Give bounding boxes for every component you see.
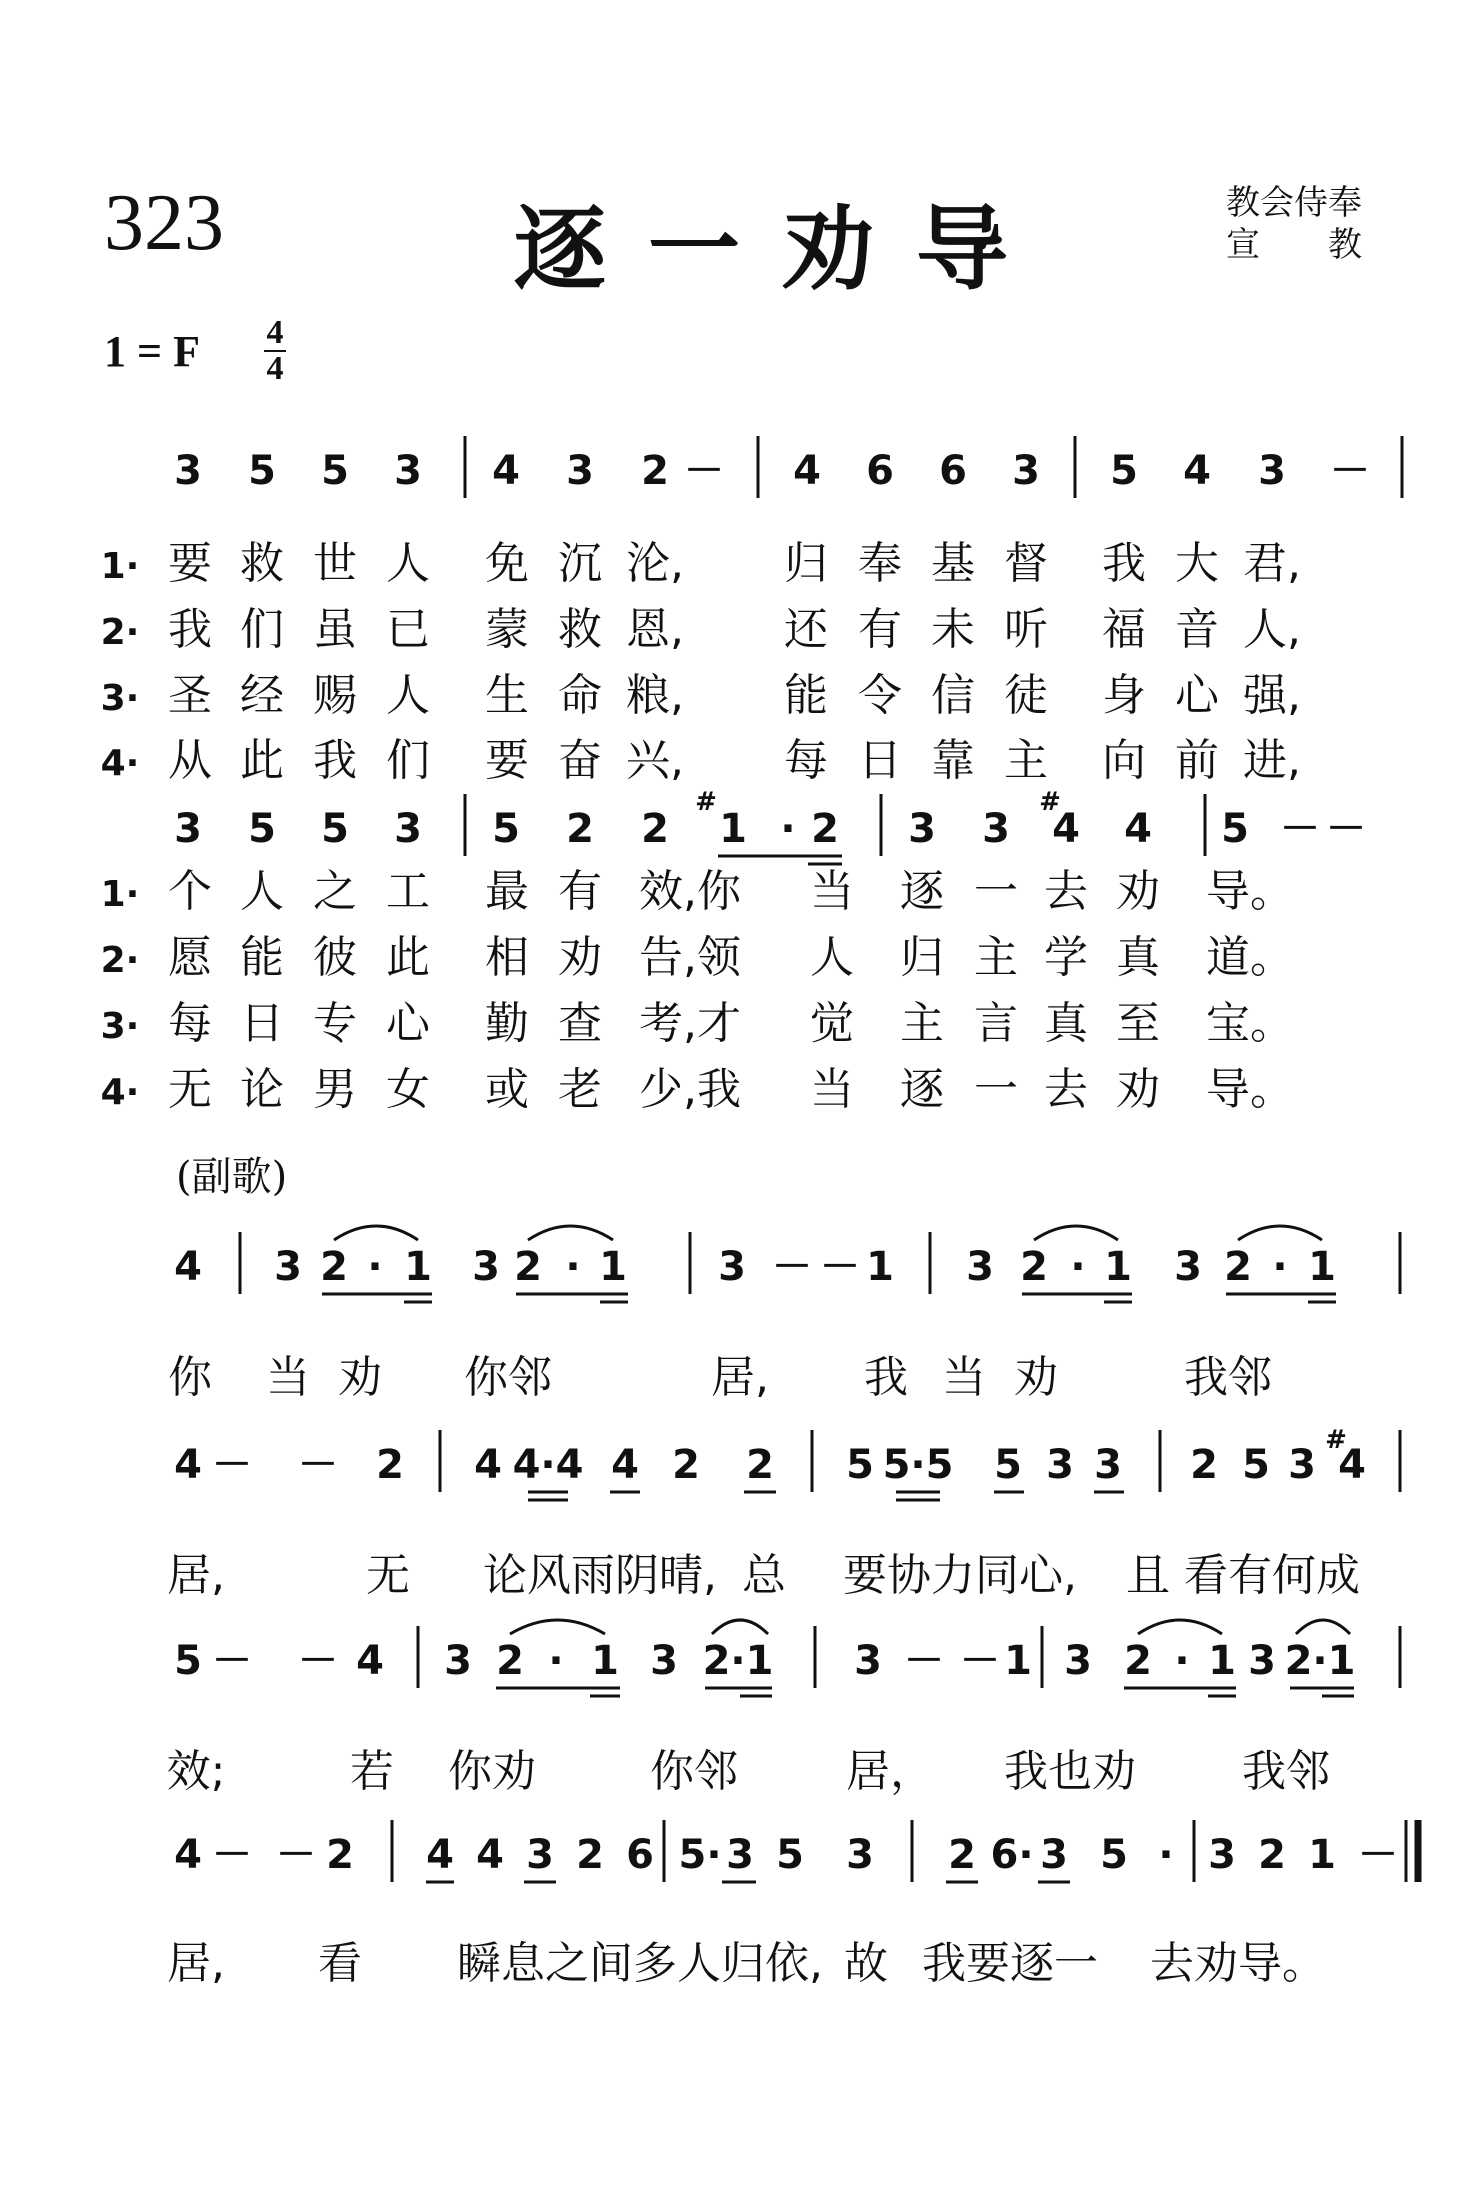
refrain3-note: · — [548, 1638, 564, 1684]
verse-number: 2· — [100, 612, 140, 653]
refrain4-note: 4 — [476, 1832, 504, 1878]
refrain2-note: 2 — [672, 1442, 700, 1488]
refrain-lyric: 瞬息之间多人归依, — [457, 1938, 823, 1989]
refrain4-note: 6 — [626, 1832, 654, 1878]
lyric-syllable: 兴, — [626, 735, 684, 786]
lyric-syllable: 前 — [1175, 735, 1219, 786]
refrain2-note: － — [298, 1442, 338, 1488]
refrain2-note: 4 — [474, 1442, 502, 1488]
refrain4-note: 4 — [174, 1832, 202, 1878]
lyric-syllable: 人 — [386, 538, 430, 589]
lyric-syllable: 劝 — [1116, 866, 1160, 917]
refrain-lyric: 居, — [167, 1550, 225, 1601]
lyric-syllable: 蒙 — [485, 604, 529, 655]
refrain3-note: 1 — [1208, 1638, 1236, 1684]
lyric-syllable: 一 — [974, 866, 1018, 917]
category-line-1: 教会侍奉 — [1226, 183, 1362, 223]
line1-note: 6 — [866, 448, 894, 494]
line1-note: 3 — [1258, 448, 1286, 494]
refrain3-note: － — [904, 1638, 944, 1684]
line2-note: 5 — [1221, 806, 1249, 852]
refrain3-note: 3 — [650, 1638, 678, 1684]
lyric-syllable: 男 — [313, 1064, 357, 1115]
refrain4-note: · — [1158, 1832, 1174, 1878]
refrain-lyric: 劝 — [1014, 1352, 1058, 1403]
sharp-sign: # — [1325, 1425, 1347, 1455]
lyric-syllable: 圣 — [168, 670, 212, 721]
lyric-syllable: 未 — [931, 604, 975, 655]
refrain-lyric: 故 — [844, 1938, 888, 1989]
refrain2-note: 5·5 — [882, 1442, 954, 1488]
verse-number: 3· — [100, 678, 140, 719]
refrain3-note: － — [298, 1638, 338, 1684]
line2-note: 2 — [641, 806, 669, 852]
refrain1-note: · — [367, 1244, 383, 1290]
refrain2-note: 4·4 — [512, 1442, 584, 1488]
lyric-syllable: 还 — [784, 604, 828, 655]
lyric-syllable: 论 — [240, 1064, 284, 1115]
refrain2-note: － — [212, 1442, 252, 1488]
lyric-syllable: 主 — [900, 998, 944, 1049]
refrain3-note: 4 — [356, 1638, 384, 1684]
verse-number: 1· — [100, 546, 140, 587]
lyric-syllable: 日 — [240, 998, 284, 1049]
refrain2-note: 3 — [1094, 1442, 1122, 1488]
refrain-lyric: 看有何成 — [1184, 1550, 1360, 1601]
refrain4-note: 5 — [1100, 1832, 1128, 1878]
lyric-syllable: 命 — [558, 670, 602, 721]
tie-slur — [712, 1620, 768, 1634]
refrain2-note: 2 — [376, 1442, 404, 1488]
line2-note: · — [780, 806, 796, 852]
lyric-syllable: 导。 — [1206, 866, 1294, 917]
refrain-lyric: 要协力同心, — [843, 1550, 1077, 1601]
lyric-syllable: 们 — [240, 604, 284, 655]
refrain4-note: － — [276, 1832, 316, 1878]
lyric-syllable: 效,你 — [639, 866, 741, 917]
refrain4-note: 5 — [776, 1832, 804, 1878]
lyric-syllable: 告,领 — [639, 932, 741, 983]
refrain3-note: 2·1 — [1284, 1638, 1356, 1684]
refrain1-note: 3 — [718, 1244, 746, 1290]
refrain-lyric: 你劝 — [448, 1746, 536, 1797]
lyric-syllable: 救 — [240, 538, 284, 589]
lyric-syllable: 当 — [810, 1064, 854, 1115]
lyric-syllable: 人, — [1243, 604, 1301, 655]
refrain1-note: 1 — [599, 1244, 627, 1290]
lyric-syllable: 归 — [900, 932, 944, 983]
line1-note: 5 — [248, 448, 276, 494]
refrain4-note: 6· — [990, 1832, 1034, 1878]
refrain2-note: 5 — [994, 1442, 1022, 1488]
refrain-lyric: 当 — [942, 1352, 986, 1403]
lyric-syllable: 相 — [485, 932, 529, 983]
refrain4-note: 3 — [526, 1832, 554, 1878]
lyric-syllable: 去 — [1044, 1064, 1088, 1115]
line1-note: 6 — [939, 448, 967, 494]
refrain1-note: 4 — [174, 1244, 202, 1290]
refrain4-note: 5· — [678, 1832, 722, 1878]
refrain3-note: 3 — [1064, 1638, 1092, 1684]
lyric-syllable: 能 — [240, 932, 284, 983]
category-line-2: 宣 教 — [1226, 225, 1362, 265]
refrain1-note: 3 — [1174, 1244, 1202, 1290]
lyric-syllable: 们 — [386, 735, 430, 786]
refrain-label: (副歌) — [176, 1154, 288, 1200]
refrain1-note: · — [1272, 1244, 1288, 1290]
lyric-syllable: 或 — [485, 1064, 529, 1115]
refrain3-note: 1 — [1004, 1638, 1032, 1684]
lyric-syllable: 奋 — [558, 735, 602, 786]
refrain2-note: 4 — [174, 1442, 202, 1488]
lyric-syllable: 导。 — [1206, 1064, 1294, 1115]
lyric-syllable: 赐 — [313, 670, 357, 721]
lyric-syllable: 有 — [558, 866, 602, 917]
refrain4-note: － — [1358, 1832, 1398, 1878]
lyric-syllable: 大 — [1175, 538, 1219, 589]
lyric-syllable: 真 — [1044, 998, 1088, 1049]
line2-note: 3 — [982, 806, 1010, 852]
refrain1-note: － — [772, 1244, 812, 1290]
refrain-lyric: 总 — [742, 1550, 786, 1601]
lyric-syllable: 勤 — [485, 998, 529, 1049]
lyric-syllable: 心 — [386, 998, 430, 1049]
lyric-syllable: 无 — [168, 1064, 212, 1115]
refrain2-note: 2 — [746, 1442, 774, 1488]
lyric-syllable: 劝 — [558, 932, 602, 983]
refrain-lyric: 我也劝 — [1004, 1746, 1136, 1797]
refrain-lyric: 无 — [366, 1550, 410, 1601]
refrain-lyric: 当 — [266, 1352, 310, 1403]
lyric-syllable: 言 — [974, 998, 1018, 1049]
line1-note: － — [1330, 448, 1370, 494]
verse-number: 4· — [100, 1072, 140, 1113]
lyric-syllable: 工 — [386, 866, 430, 917]
lyric-syllable: 基 — [931, 538, 975, 589]
lyric-syllable: 徒 — [1004, 670, 1048, 721]
line2-note: 2 — [566, 806, 594, 852]
refrain2-note: 4 — [1338, 1442, 1366, 1488]
lyric-syllable: 去 — [1044, 866, 1088, 917]
refrain4-note: 2 — [948, 1832, 976, 1878]
refrain3-note: － — [960, 1638, 1000, 1684]
line1-note: 4 — [492, 448, 520, 494]
line1-note: 3 — [394, 448, 422, 494]
lyric-syllable: 福 — [1102, 604, 1146, 655]
tie-slur — [334, 1226, 418, 1240]
verse-number: 4· — [100, 743, 140, 784]
refrain-lyric: 去劝导。 — [1150, 1938, 1326, 1989]
line2-note: 4 — [1124, 806, 1152, 852]
lyric-syllable: 宝。 — [1206, 998, 1294, 1049]
lyric-syllable: 能 — [784, 670, 828, 721]
refrain1-note: － — [820, 1244, 860, 1290]
refrain1-note: 1 — [1308, 1244, 1336, 1290]
lyric-syllable: 老 — [558, 1064, 602, 1115]
refrain2-note: 3 — [1046, 1442, 1074, 1488]
lyric-syllable: 觉 — [810, 998, 854, 1049]
lyric-syllable: 劝 — [1116, 1064, 1160, 1115]
lyric-syllable: 心 — [1175, 670, 1219, 721]
lyric-syllable: 女 — [386, 1064, 430, 1115]
refrain4-note: 2 — [326, 1832, 354, 1878]
refrain1-note: 3 — [472, 1244, 500, 1290]
refrain4-note: 2 — [1258, 1832, 1286, 1878]
refrain1-note: 3 — [966, 1244, 994, 1290]
lyric-syllable: 已 — [386, 604, 430, 655]
tie-slur — [528, 1226, 613, 1240]
refrain2-note: 3 — [1288, 1442, 1316, 1488]
lyric-syllable: 考,才 — [639, 998, 741, 1049]
refrain1-note: 2 — [514, 1244, 542, 1290]
verse-number: 2· — [100, 940, 140, 981]
refrain4-note: 2 — [576, 1832, 604, 1878]
refrain3-note: － — [212, 1638, 252, 1684]
lyric-syllable: 沦, — [626, 538, 684, 589]
lyric-syllable: 沉 — [558, 538, 602, 589]
lyric-syllable: 专 — [313, 998, 357, 1049]
line1-note: 3 — [1012, 448, 1040, 494]
line2-note: 3 — [394, 806, 422, 852]
time-signature-top: 4 — [266, 314, 284, 351]
refrain-lyric: 论风雨阴晴, — [483, 1550, 717, 1601]
refrain-lyric: 居, — [711, 1352, 769, 1403]
lyric-syllable: 一 — [974, 1064, 1018, 1115]
tie-slur — [1034, 1226, 1118, 1240]
lyric-syllable: 每 — [784, 735, 828, 786]
refrain4-note: 4 — [426, 1832, 454, 1878]
refrain4-note: 3 — [1040, 1832, 1068, 1878]
refrain-lyric: 居， — [846, 1746, 934, 1797]
lyric-syllable: 至 — [1116, 998, 1160, 1049]
lyric-syllable: 愿 — [168, 932, 212, 983]
refrain4-note: 3 — [846, 1832, 874, 1878]
refrain4-note: － — [212, 1832, 252, 1878]
lyric-syllable: 救 — [558, 604, 602, 655]
line1-note: 3 — [566, 448, 594, 494]
line1-note: 2 — [641, 448, 669, 494]
lyric-syllable: 查 — [558, 998, 602, 1049]
lyric-syllable: 我 — [313, 735, 357, 786]
lyric-syllable: 有 — [858, 604, 902, 655]
lyric-syllable: 此 — [386, 932, 430, 983]
lyric-syllable: 奉 — [858, 538, 902, 589]
refrain3-note: 2 — [1124, 1638, 1152, 1684]
line2-note: － — [1280, 806, 1320, 852]
refrain1-note: 1 — [1104, 1244, 1132, 1290]
refrain3-note: 2·1 — [702, 1638, 774, 1684]
lyric-syllable: 主 — [1004, 735, 1048, 786]
tie-slur — [1296, 1620, 1350, 1634]
lyric-syllable: 每 — [168, 998, 212, 1049]
refrain1-note: 1 — [404, 1244, 432, 1290]
lyric-syllable: 世 — [313, 538, 357, 589]
lyric-syllable: 人 — [810, 932, 854, 983]
lyric-syllable: 逐 — [900, 1064, 944, 1115]
lyric-syllable: 要 — [485, 735, 529, 786]
line2-note: 3 — [174, 806, 202, 852]
lyric-syllable: 要 — [168, 538, 212, 589]
line2-note: 4 — [1052, 806, 1080, 852]
refrain3-note: 3 — [1248, 1638, 1276, 1684]
refrain-lyric: 我要逐一 — [922, 1938, 1098, 1989]
lyric-syllable: 学 — [1044, 932, 1088, 983]
lyric-syllable: 免 — [485, 538, 529, 589]
line2-note: － — [1326, 806, 1366, 852]
hymn-title: 逐一劝导 — [514, 196, 1051, 303]
lyric-syllable: 身 — [1102, 670, 1146, 721]
lyric-syllable: 人 — [386, 670, 430, 721]
verse-number: 1· — [100, 874, 140, 915]
time-signature-bottom: 4 — [266, 350, 284, 387]
line2-note: 3 — [908, 806, 936, 852]
refrain-lyric: 你邻 — [464, 1352, 552, 1403]
refrain4-note: 3 — [1208, 1832, 1236, 1878]
refrain2-note: 5 — [846, 1442, 874, 1488]
refrain3-note: 3 — [854, 1638, 882, 1684]
line1-note: 5 — [1110, 448, 1138, 494]
refrain3-note: 1 — [591, 1638, 619, 1684]
lyric-syllable: 真 — [1116, 932, 1160, 983]
line2-note: 5 — [321, 806, 349, 852]
lyric-syllable: 粮, — [626, 670, 684, 721]
refrain3-note: 3 — [444, 1638, 472, 1684]
tie-slur — [1138, 1620, 1222, 1634]
refrain2-note: 5 — [1242, 1442, 1270, 1488]
refrain1-note: 2 — [1224, 1244, 1252, 1290]
refrain-lyric: 居, — [167, 1938, 225, 1989]
refrain-lyric: 你邻 — [650, 1746, 738, 1797]
sharp-sign: # — [695, 787, 717, 817]
refrain1-note: 2 — [320, 1244, 348, 1290]
line1-note: 4 — [1183, 448, 1211, 494]
refrain3-note: 5 — [174, 1638, 202, 1684]
refrain2-note: 2 — [1190, 1442, 1218, 1488]
refrain3-note: 2 — [496, 1638, 524, 1684]
lyric-syllable: 当 — [810, 866, 854, 917]
refrain-lyric: 你 — [168, 1352, 212, 1403]
lyric-syllable: 经 — [240, 670, 284, 721]
refrain-lyric: 看 — [318, 1938, 362, 1989]
lyric-syllable: 此 — [240, 735, 284, 786]
line2-note: 5 — [492, 806, 520, 852]
lyric-syllable: 君, — [1243, 538, 1301, 589]
line1-note: 3 — [174, 448, 202, 494]
refrain-lyric: 劝 — [338, 1352, 382, 1403]
line1-note: － — [684, 448, 724, 494]
refrain-lyric: 若 — [350, 1746, 394, 1797]
sharp-sign: # — [1039, 787, 1061, 817]
score-layer — [101, 448, 1398, 1989]
lyric-syllable: 生 — [485, 670, 529, 721]
line2-note: 1 — [719, 806, 747, 852]
refrain1-note: 2 — [1020, 1244, 1048, 1290]
refrain1-note: · — [1070, 1244, 1086, 1290]
tie-slur — [1238, 1226, 1322, 1240]
lyric-syllable: 日 — [858, 735, 902, 786]
refrain1-note: 3 — [274, 1244, 302, 1290]
lyric-syllable: 逐 — [900, 866, 944, 917]
lyric-syllable: 最 — [485, 866, 529, 917]
refrain-lyric: 我邻 — [1242, 1746, 1330, 1797]
refrain-lyric: 且 — [1126, 1550, 1170, 1601]
lyric-syllable: 进, — [1243, 735, 1301, 786]
lyric-syllable: 虽 — [313, 604, 357, 655]
refrain1-note: 1 — [866, 1244, 894, 1290]
refrain4-note: 1 — [1308, 1832, 1336, 1878]
refrain-lyric: 我 — [864, 1352, 908, 1403]
refrain1-note: · — [565, 1244, 581, 1290]
lyric-syllable: 靠 — [931, 735, 975, 786]
line1-note: 4 — [793, 448, 821, 494]
lyric-syllable: 归 — [784, 538, 828, 589]
line2-note: 5 — [248, 806, 276, 852]
lyric-syllable: 音 — [1175, 604, 1219, 655]
refrain-lyric: 效; — [166, 1746, 226, 1797]
line2-note: 2 — [811, 806, 839, 852]
lyric-syllable: 个 — [168, 866, 212, 917]
refrain3-note: · — [1174, 1638, 1190, 1684]
lyric-syllable: 之 — [313, 866, 357, 917]
lyric-syllable: 我 — [168, 604, 212, 655]
refrain-lyric: 我邻 — [1184, 1352, 1272, 1403]
refrain2-note: 4 — [611, 1442, 639, 1488]
line1-note: 5 — [321, 448, 349, 494]
verse-number: 3· — [100, 1006, 140, 1047]
lyric-syllable: 主 — [974, 932, 1018, 983]
lyric-syllable: 道。 — [1206, 932, 1294, 983]
lyric-syllable: 少,我 — [639, 1064, 741, 1115]
lyric-syllable: 督 — [1004, 538, 1048, 589]
lyric-syllable: 我 — [1102, 538, 1146, 589]
lyric-syllable: 人 — [240, 866, 284, 917]
lyric-syllable: 从 — [168, 735, 212, 786]
lyric-syllable: 彼 — [313, 932, 357, 983]
lyric-syllable: 恩, — [626, 604, 684, 655]
lyric-syllable: 向 — [1102, 735, 1146, 786]
key-signature: 1 = F — [104, 327, 200, 376]
refrain4-note: 3 — [726, 1832, 754, 1878]
tie-slur — [510, 1620, 605, 1634]
hymn-number: 323 — [104, 179, 224, 267]
lyric-syllable: 听 — [1004, 604, 1048, 655]
lyric-syllable: 强, — [1243, 670, 1301, 721]
lyric-syllable: 信 — [931, 670, 975, 721]
lyric-syllable: 令 — [858, 670, 902, 721]
